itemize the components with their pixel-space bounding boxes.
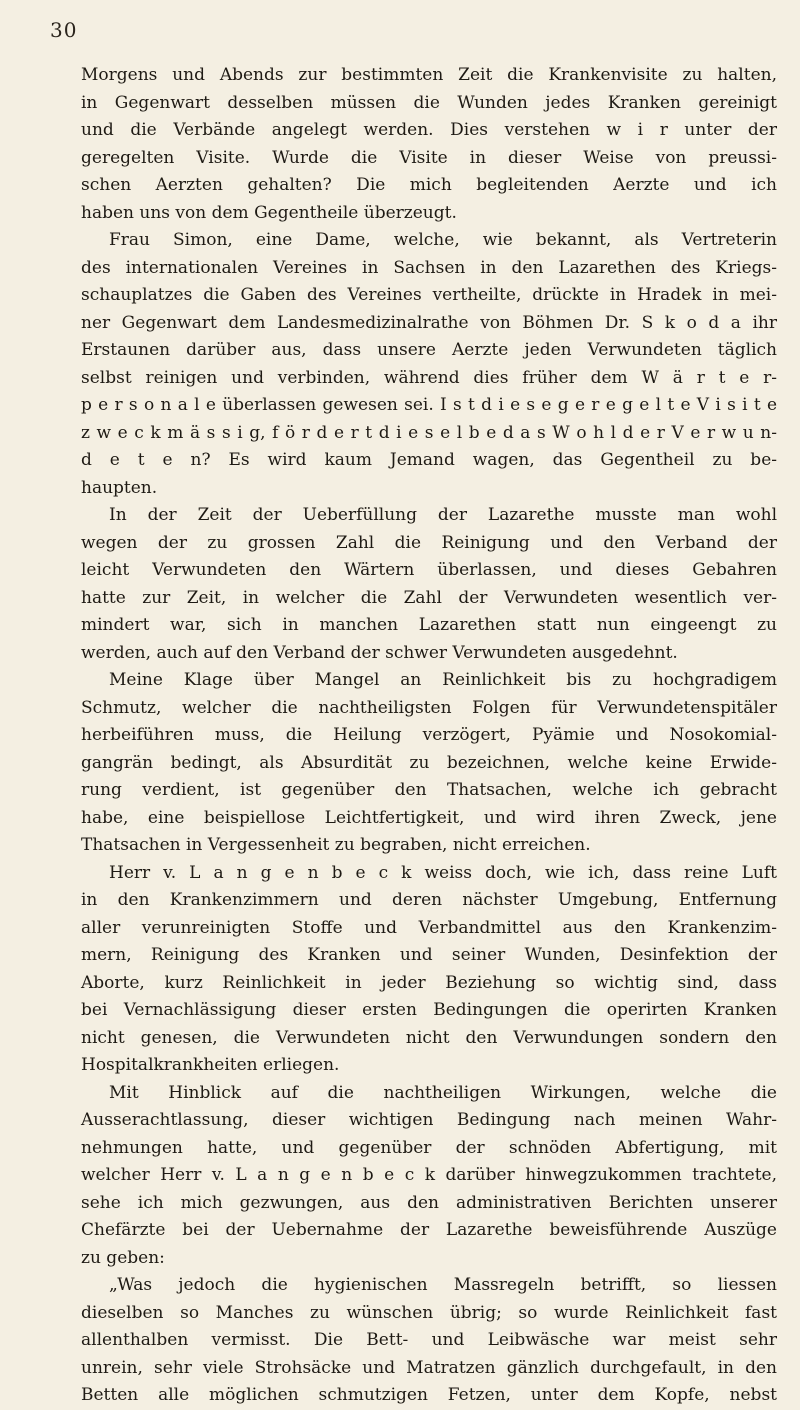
text-line: Thatsachen in Vergessenheit zu begraben, nicht erreichen.: [81, 835, 591, 855]
text-line: Schmutz, welcher die nachtheiligsten Folgen für Verwundetenspitäler: [81, 697, 777, 718]
text-line: Aborte, kurz Reinlichkeit in jeder Beziehung so wichtig sind, dass: [81, 972, 777, 993]
text-line: Chefärzte bei der Uebernahme der Lazarethe beweisführende Auszüge: [81, 1220, 777, 1240]
text-line: selbst reinigen und verbinden, während dies früher dem W ä r t e r-: [81, 367, 777, 388]
text-line: des internationalen Vereines in Sachsen in den Lazarethen des Kriegs-: [81, 257, 777, 278]
text-line: allenthalben vermisst. Die Bett- und Leibwäsche war meist sehr: [81, 1330, 777, 1350]
text-line: in Gegenwart desselben müssen die Wunden jedes Kranken gereinigt: [81, 92, 777, 113]
text-line: p e r s o n a l e überlassen gewesen sei. I s t d i e s e g e r e g e l t e V i s i t e: [81, 395, 777, 415]
text-line: aller verunreinigten Stoffe und Verbandmittel aus den Krankenzim-: [81, 917, 777, 938]
text-line: d e t e n? Es wird kaum Jemand wagen, das Gegentheil zu be-: [81, 450, 777, 470]
text-line: dieselben so Manches zu wünschen übrig; so wurde Reinlichkeit fast: [81, 1302, 777, 1323]
text-line: schen Aerzten gehalten? Die mich begleitenden Aerzte und ich: [81, 175, 777, 195]
text-line: gangrän bedingt, als Absurdität zu bezeichnen, welche keine Erwide-: [81, 752, 777, 773]
text-line: in den Krankenzimmern und deren nächster Umgebung, Entfernung: [81, 890, 777, 910]
text-line: zu geben:: [81, 1247, 165, 1268]
text-line: Frau Simon, eine Dame, welche, wie bekannt, als Vertreterin: [109, 230, 777, 250]
text-line: mindert war, sich in manchen Lazarethen statt nun eingeengt zu: [81, 615, 777, 635]
text-line: „Was jedoch die hygienischen Massregeln betrifft, so liessen: [109, 1275, 777, 1295]
text-line: leicht Verwundeten den Wärtern überlassen, und dieses Gebahren: [81, 560, 777, 580]
text-line: Herr v. L a n g e n b e c k weiss doch, wie ich, dass reine Luft: [109, 862, 777, 883]
text-line: Erstaunen darüber aus, dass unsere Aerzte jeden Verwundeten täglich: [81, 340, 777, 360]
text-line: wegen der zu grossen Zahl die Reinigung und den Verband der: [81, 532, 777, 553]
text-line: bei Vernachlässigung dieser ersten Bedingungen die operirten Kranken: [81, 1000, 777, 1020]
text-line: Mit Hinblick auf die nachtheiligen Wirkungen, welche die: [109, 1082, 777, 1103]
text-line: hatte zur Zeit, in welcher die Zahl der Verwundeten wesentlich ver-: [81, 587, 777, 608]
text-line: Morgens und Abends zur bestimmten Zeit die Krankenvisite zu halten,: [81, 65, 777, 85]
text-line: habe, eine beispiellose Leichtfertigkeit, und wird ihren Zweck, jene: [81, 807, 777, 828]
text-line: Betten alle möglichen schmutzigen Fetzen, unter dem Kopfe, nebst: [81, 1385, 777, 1405]
body-text: [81, 62, 777, 1410]
text-line: z w e c k m ä s s i g, f ö r d e r t d i e s e l b e d a s W o h l d e r V e r w u n-: [81, 422, 777, 443]
text-line: nicht genesen, die Verwundeten nicht den Verwundungen sondern den: [81, 1027, 777, 1048]
text-line: schauplatzes die Gaben des Vereines vertheilte, drückte in Hradek in mei-: [81, 285, 777, 305]
text-line: ner Gegenwart dem Landesmedizinalrathe von Böhmen Dr. S k o d a ihr: [81, 312, 777, 333]
text-line: haben uns von dem Gegentheile überzeugt.: [81, 202, 457, 223]
text-line: In der Zeit der Ueberfüllung der Lazarethe musste man wohl: [109, 505, 777, 525]
text-line: haupten.: [81, 477, 158, 498]
text-line: werden, auch auf den Verband der schwer Verwundeten ausgedehnt.: [81, 642, 678, 663]
text-line: sehe ich mich gezwungen, aus den administrativen Berichten unserer: [81, 1192, 777, 1213]
text-line: herbeiführen muss, die Heilung verzögert, Pyämie und Nosokomial-: [81, 725, 777, 745]
text-line: Hospitalkrankheiten erliegen.: [81, 1055, 340, 1075]
text-line: Meine Klage über Mangel an Reinlichkeit bis zu hochgradigem: [109, 670, 777, 690]
page-number: 30: [50, 18, 78, 42]
text-line: unrein, sehr viele Strohsäcke und Matratzen gänzlich durchgefault, in den: [81, 1357, 777, 1378]
text-line: rung verdient, ist gegenüber den Thatsachen, welche ich gebracht: [81, 780, 777, 800]
text-line: geregelten Visite. Wurde die Visite in dieser Weise von preussi-: [81, 147, 777, 168]
text-line: nehmungen hatte, und gegenüber der schnöden Abfertigung, mit: [81, 1137, 777, 1158]
text-line: und die Verbände angelegt werden. Dies verstehen w i r unter der: [81, 120, 777, 140]
text-line: Ausserachtlassung, dieser wichtigen Bedingung nach meinen Wahr-: [81, 1110, 777, 1130]
text-line: welcher Herr v. L a n g e n b e c k darüber hinwegzukommen trachtete,: [81, 1165, 777, 1185]
text-line: mern, Reinigung des Kranken und seiner Wunden, Desinfektion der: [81, 945, 777, 965]
